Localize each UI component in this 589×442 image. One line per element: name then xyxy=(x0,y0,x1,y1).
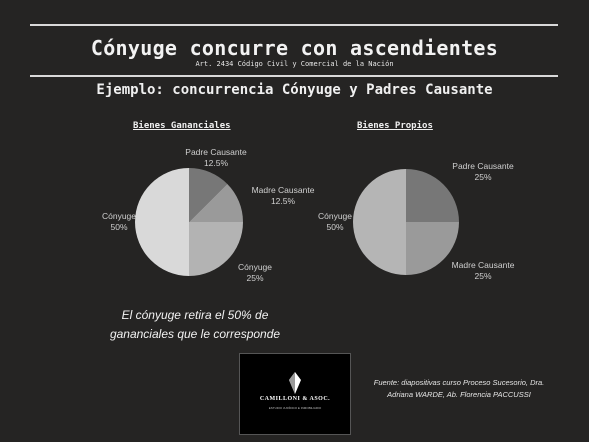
pie-0-slice-2 xyxy=(189,222,243,276)
pie-1-slice-2-value: 50% xyxy=(326,222,344,232)
firm-logo xyxy=(239,353,351,435)
pie-0-slice-3-value: 50% xyxy=(110,222,128,232)
page-title: Cónyuge concurre con ascendientes xyxy=(90,36,499,60)
pie-0-slice-2-value: 25% xyxy=(246,273,264,283)
pie-1-slice-0 xyxy=(406,169,459,222)
page-subtitle: Art. 2434 Código Civil y Comercial de la Nación xyxy=(195,60,394,68)
pie-1-slice-2 xyxy=(353,169,406,275)
example-heading: Ejemplo: concurrencia Cónyuge y Padres Causante xyxy=(96,82,493,98)
source-credit: Fuente: diapositivas curso Proceso Sucesorio, Dra. Adriana WARDE, Ab. Florencia PACCUSSI xyxy=(373,378,545,399)
pie-0-slice-2-label: Cónyuge xyxy=(237,262,273,272)
pie-1-slice-1-label: Madre Causante xyxy=(451,260,515,270)
pie-1-slice-2-label: Cónyuge xyxy=(317,211,353,221)
pie-0-slice-1-value: 12.5% xyxy=(270,196,296,206)
pie-0-slice-1-label: Madre Causante xyxy=(251,185,315,195)
pie-1-slice-1-value: 25% xyxy=(474,271,492,281)
logo-name: CAMILLONI & ASOC. xyxy=(259,396,331,402)
pie-1-slice-0-value: 25% xyxy=(474,172,492,182)
pie-1-slice-0-label: Padre Causante xyxy=(452,161,514,171)
logo-mark-icon xyxy=(286,372,304,394)
chart-title-propios: Bienes Propios xyxy=(357,121,433,131)
pie-0-slice-3-label: Cónyuge xyxy=(101,211,137,221)
pie-0-slice-0-value: 12.5% xyxy=(203,158,229,168)
logo-tagline: ESTUDIO JURÍDICO E INMOBILIARIO xyxy=(268,406,322,410)
chart-title-gananciales: Bienes Gananciales xyxy=(133,121,231,131)
pie-0-slice-3 xyxy=(135,168,189,276)
explanatory-note: El cónyuge retira el 50% de gananciales que le corresponde xyxy=(109,308,281,341)
pie-0-slice-0-label: Padre Causante xyxy=(185,147,247,157)
